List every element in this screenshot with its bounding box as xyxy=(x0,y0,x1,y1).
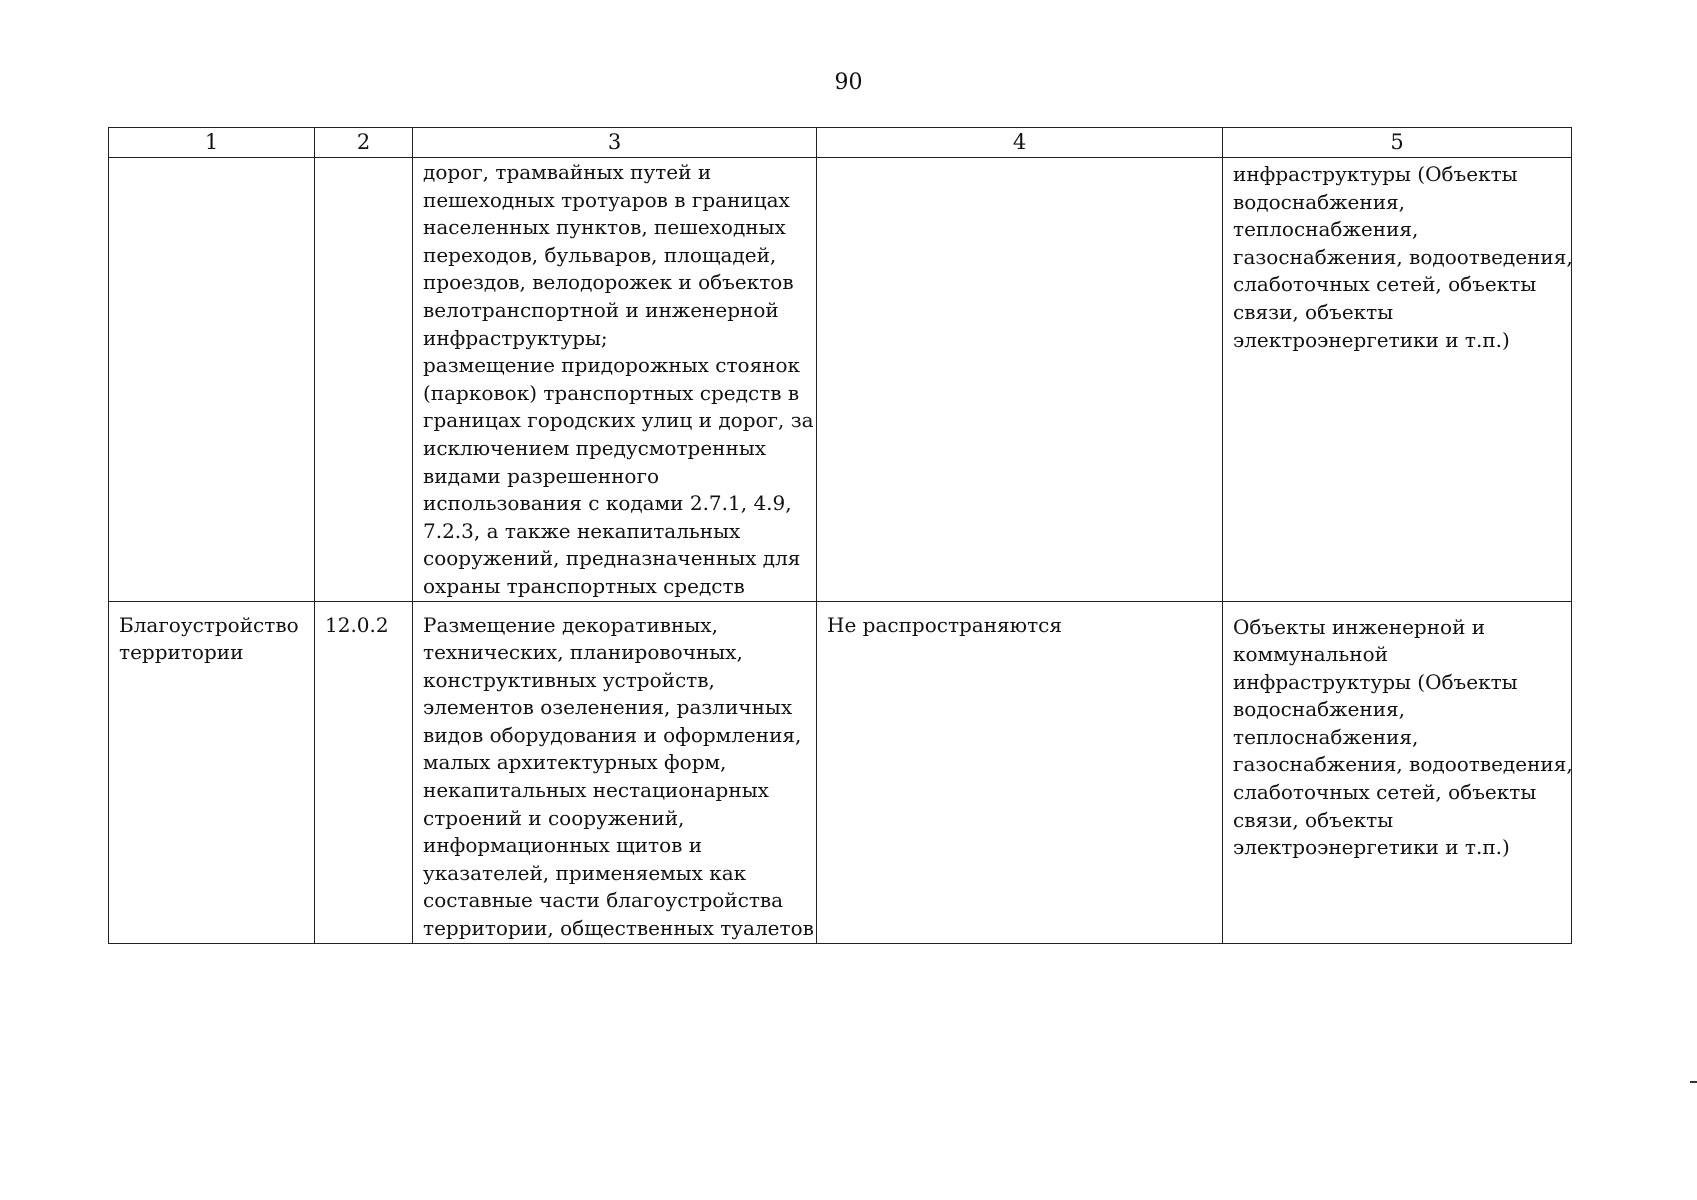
scan-edge-mark xyxy=(1690,1081,1697,1083)
cell-text-line: (парковок) транспортных средств в xyxy=(423,380,800,405)
cell-text-line: населенных пунктов, пешеходных xyxy=(423,215,786,240)
column-header-1: 1 xyxy=(109,128,315,158)
cell-text-line: территории xyxy=(119,640,244,665)
cell-text-line: инфраструктуры; xyxy=(423,325,608,350)
cell-text-line: технических, планировочных, xyxy=(423,640,743,665)
cell-text-line: использования с кодами 2.7.1, 4.9, xyxy=(423,491,792,516)
table-row xyxy=(109,601,1572,943)
cell-text-line: сооружений, предназначенных для xyxy=(423,546,801,571)
cell-text-line: коммунальной xyxy=(1233,642,1388,667)
table-header-row xyxy=(109,128,1572,158)
cell-text-line: велотранспортной и инженерной xyxy=(423,297,779,322)
cell-text-line: Благоустройство xyxy=(119,612,299,637)
cell-text-line: электроэнергетики и т.п.) xyxy=(1233,327,1510,352)
cell-text-line: водоснабжения, xyxy=(1233,697,1406,722)
cell-text-line: элементов озеленения, различных xyxy=(423,695,793,720)
cell-text-line: строений и сооружений, xyxy=(423,805,685,830)
cell-text-line: видов оборудования и оформления, xyxy=(423,722,802,747)
cell-text-line: Не распространяются xyxy=(827,612,1062,637)
cell-text-line: границах городских улиц и дорог, за xyxy=(423,408,814,433)
cell-text-line: связи, объекты xyxy=(1233,807,1394,832)
cell-auxiliary-uses xyxy=(1223,158,1572,602)
cell-use-type xyxy=(109,158,315,602)
cell-text-line: проездов, велодорожек и объектов xyxy=(423,270,794,295)
cell-text-line: переходов, бульваров, площадей, xyxy=(423,242,777,267)
cell-text-line: пешеходных тротуаров в границах xyxy=(423,187,790,212)
cell-use-type xyxy=(109,601,315,943)
cell-text-line: малых архитектурных форм, xyxy=(423,750,727,775)
cell-text-line: территории, общественных туалетов xyxy=(423,916,814,941)
cell-text-line: Объекты инженерной и xyxy=(1233,614,1486,639)
land-use-table xyxy=(108,127,1572,944)
column-header-2: 2 xyxy=(315,128,413,158)
cell-text-line: газоснабжения, водоотведения, xyxy=(1233,752,1573,777)
cell-text-line: инфраструктуры (Объекты xyxy=(1233,669,1518,694)
cell-text-line: водоснабжения, xyxy=(1233,189,1406,214)
cell-text-line: исключением предусмотренных xyxy=(423,435,767,460)
cell-text-line: теплоснабжения, xyxy=(1233,217,1419,242)
column-header-5: 5 xyxy=(1223,128,1572,158)
cell-text-line: указателей, применяемых как xyxy=(423,860,747,885)
cell-text-line: составные части благоустройства xyxy=(423,888,784,913)
cell-text-line: дорог, трамвайных путей и xyxy=(423,160,712,184)
cell-text-line: охраны транспортных средств xyxy=(423,573,745,598)
cell-code xyxy=(315,601,413,943)
cell-text-line: конструктивных устройств, xyxy=(423,667,715,692)
cell-description xyxy=(413,601,817,943)
cell-auxiliary-uses xyxy=(1223,601,1572,943)
table-row xyxy=(109,158,1572,602)
column-header-3: 3 xyxy=(413,128,817,158)
cell-text-line: слаботочных сетей, объекты xyxy=(1233,780,1537,805)
cell-text-line: некапитальных нестационарных xyxy=(423,778,769,803)
cell-text-line: видами разрешенного xyxy=(423,463,659,488)
cell-code xyxy=(315,158,413,602)
cell-description xyxy=(413,158,817,602)
cell-text-line: теплоснабжения, xyxy=(1233,724,1419,749)
cell-parameters xyxy=(817,158,1223,602)
cell-parameters xyxy=(817,601,1223,943)
cell-text-line: 7.2.3, а также некапитальных xyxy=(423,518,741,543)
cell-text-line: информационных щитов и xyxy=(423,833,703,858)
cell-text-line: инфраструктуры (Объекты xyxy=(1233,162,1518,186)
cell-text-line: 12.0.2 xyxy=(325,612,389,637)
cell-text-line: размещение придорожных стоянок xyxy=(423,353,801,378)
page-number: 90 xyxy=(834,70,863,95)
cell-text-line: электроэнергетики и т.п.) xyxy=(1233,835,1510,860)
cell-text-line: газоснабжения, водоотведения, xyxy=(1233,244,1573,269)
cell-text-line: слаботочных сетей, объекты xyxy=(1233,272,1537,297)
cell-text-line: Размещение декоративных, xyxy=(423,612,718,637)
cell-text-line: связи, объекты xyxy=(1233,299,1394,324)
column-header-4: 4 xyxy=(817,128,1223,158)
